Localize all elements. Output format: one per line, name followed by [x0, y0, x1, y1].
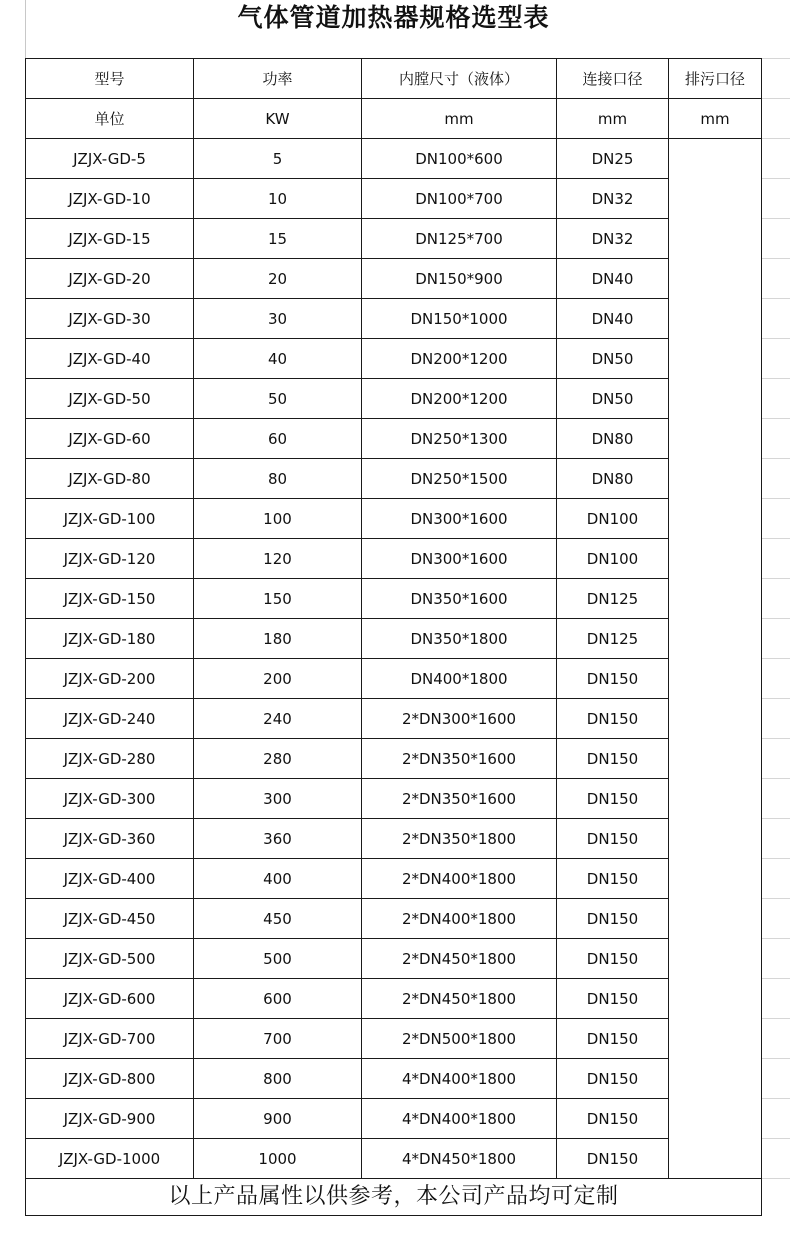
- spec-table-body: [26, 59, 762, 1216]
- header-cell-connection-diameter[interactable]: 连接口径: [557, 59, 669, 99]
- gridline: [761, 858, 790, 859]
- connection-diameter-cell[interactable]: DN150: [557, 699, 669, 739]
- connection-diameter-cell[interactable]: DN150: [557, 819, 669, 859]
- table-row: [26, 979, 762, 1019]
- connection-diameter-cell[interactable]: DN32: [557, 219, 669, 259]
- connection-diameter-cell[interactable]: DN150: [557, 939, 669, 979]
- power-cell[interactable]: 300: [194, 779, 362, 819]
- table-row: [26, 339, 762, 379]
- table-row: [26, 819, 762, 859]
- model-cell[interactable]: JZJX-GD-40: [26, 339, 194, 379]
- power-cell[interactable]: 80: [194, 459, 362, 499]
- connection-diameter-cell[interactable]: DN150: [557, 659, 669, 699]
- table-row: [26, 259, 762, 299]
- chamber-size-cell[interactable]: 2*DN350*1800: [362, 819, 557, 859]
- gridline: [761, 458, 790, 459]
- chamber-size-cell[interactable]: 2*DN350*1600: [362, 779, 557, 819]
- gridline: [761, 1058, 790, 1059]
- gridline: [761, 218, 790, 219]
- spreadsheet-gridlines: [761, 58, 790, 1220]
- chamber-size-cell[interactable]: 2*DN450*1800: [362, 939, 557, 979]
- model-cell[interactable]: JZJX-GD-5: [26, 139, 194, 179]
- connection-diameter-cell[interactable]: DN150: [557, 1099, 669, 1139]
- table-row: [26, 899, 762, 939]
- table-row: [26, 299, 762, 339]
- power-cell[interactable]: 10: [194, 179, 362, 219]
- table-row: [26, 499, 762, 539]
- gridline: [761, 298, 790, 299]
- gridline: [761, 1178, 790, 1179]
- power-cell[interactable]: 60: [194, 419, 362, 459]
- connection-diameter-cell[interactable]: DN150: [557, 739, 669, 779]
- connection-diameter-cell[interactable]: DN150: [557, 859, 669, 899]
- chamber-size-cell[interactable]: DN125*700: [362, 219, 557, 259]
- chamber-size-cell[interactable]: 4*DN400*1800: [362, 1099, 557, 1139]
- footer-note[interactable]: 以上产品属性以供参考，本公司产品均可定制: [26, 1179, 762, 1216]
- power-cell[interactable]: 450: [194, 899, 362, 939]
- table-row: [26, 459, 762, 499]
- unit-cell-chamber-size[interactable]: mm: [362, 99, 557, 139]
- chamber-size-cell[interactable]: 2*DN400*1800: [362, 899, 557, 939]
- header-cell-power[interactable]: 功率: [194, 59, 362, 99]
- unit-cell-power[interactable]: KW: [194, 99, 362, 139]
- model-cell[interactable]: JZJX-GD-600: [26, 979, 194, 1019]
- gridline: [761, 1138, 790, 1139]
- unit-cell-connection-diameter[interactable]: mm: [557, 99, 669, 139]
- gridline: [761, 498, 790, 499]
- chamber-size-cell[interactable]: DN150*900: [362, 259, 557, 299]
- gridline: [761, 258, 790, 259]
- connection-diameter-cell[interactable]: DN32: [557, 179, 669, 219]
- model-cell[interactable]: JZJX-GD-15: [26, 219, 194, 259]
- model-cell[interactable]: JZJX-GD-20: [26, 259, 194, 299]
- connection-diameter-cell[interactable]: DN40: [557, 259, 669, 299]
- gridline: [761, 378, 790, 379]
- model-cell[interactable]: JZJX-GD-900: [26, 1099, 194, 1139]
- connection-diameter-cell[interactable]: DN100: [557, 499, 669, 539]
- table-row: [26, 659, 762, 699]
- gridline: [761, 698, 790, 699]
- drain-diameter-merged-cell[interactable]: [669, 139, 762, 1179]
- chamber-size-cell[interactable]: DN100*700: [362, 179, 557, 219]
- table-row: [26, 1099, 762, 1139]
- footer-row: [26, 1179, 762, 1216]
- gridline: [761, 538, 790, 539]
- gridline: [761, 578, 790, 579]
- header-cell-drain-diameter[interactable]: 排污口径: [669, 59, 762, 99]
- table-row: [26, 219, 762, 259]
- chamber-size-cell[interactable]: DN300*1600: [362, 539, 557, 579]
- model-cell[interactable]: JZJX-GD-150: [26, 579, 194, 619]
- gridline: [761, 778, 790, 779]
- table-row: [26, 939, 762, 979]
- model-cell[interactable]: JZJX-GD-120: [26, 539, 194, 579]
- connection-diameter-cell[interactable]: DN150: [557, 899, 669, 939]
- gridline: [761, 98, 790, 99]
- page-title: 气体管道加热器规格选型表: [237, 3, 550, 32]
- connection-diameter-cell[interactable]: DN125: [557, 579, 669, 619]
- power-cell[interactable]: 280: [194, 739, 362, 779]
- power-cell[interactable]: 400: [194, 859, 362, 899]
- connection-diameter-cell[interactable]: DN40: [557, 299, 669, 339]
- table-row: [26, 539, 762, 579]
- chamber-size-cell[interactable]: DN350*1600: [362, 579, 557, 619]
- connection-diameter-cell[interactable]: DN125: [557, 619, 669, 659]
- gridline: [761, 898, 790, 899]
- table-row: [26, 1019, 762, 1059]
- connection-diameter-cell[interactable]: DN50: [557, 379, 669, 419]
- table-row: [26, 179, 762, 219]
- gridline: [761, 338, 790, 339]
- power-cell[interactable]: 5: [194, 139, 362, 179]
- power-cell[interactable]: 120: [194, 539, 362, 579]
- model-cell[interactable]: JZJX-GD-80: [26, 459, 194, 499]
- power-cell[interactable]: 240: [194, 699, 362, 739]
- table-row: [26, 579, 762, 619]
- chamber-size-cell[interactable]: DN200*1200: [362, 339, 557, 379]
- unit-row: [26, 99, 762, 139]
- connection-diameter-cell[interactable]: DN25: [557, 139, 669, 179]
- model-cell[interactable]: JZJX-GD-450: [26, 899, 194, 939]
- power-cell[interactable]: 100: [194, 499, 362, 539]
- power-cell[interactable]: 50: [194, 379, 362, 419]
- header-cell-model[interactable]: 型号: [26, 59, 194, 99]
- header-row: [26, 59, 762, 99]
- unit-cell-drain-diameter[interactable]: mm: [669, 99, 762, 139]
- chamber-size-cell[interactable]: 2*DN450*1800: [362, 979, 557, 1019]
- model-cell[interactable]: JZJX-GD-400: [26, 859, 194, 899]
- chamber-size-cell[interactable]: DN200*1200: [362, 379, 557, 419]
- chamber-size-cell[interactable]: DN300*1600: [362, 499, 557, 539]
- power-cell[interactable]: 900: [194, 1099, 362, 1139]
- chamber-size-cell[interactable]: 2*DN350*1600: [362, 739, 557, 779]
- power-cell[interactable]: 360: [194, 819, 362, 859]
- power-cell[interactable]: 180: [194, 619, 362, 659]
- power-cell[interactable]: 1000: [194, 1139, 362, 1179]
- chamber-size-cell[interactable]: DN350*1800: [362, 619, 557, 659]
- connection-diameter-cell[interactable]: DN150: [557, 1059, 669, 1099]
- model-cell[interactable]: JZJX-GD-30: [26, 299, 194, 339]
- table-row: [26, 1139, 762, 1179]
- connection-diameter-cell[interactable]: DN50: [557, 339, 669, 379]
- connection-diameter-cell[interactable]: DN150: [557, 779, 669, 819]
- model-cell[interactable]: JZJX-GD-240: [26, 699, 194, 739]
- unit-cell-label[interactable]: 单位: [26, 99, 194, 139]
- model-cell[interactable]: JZJX-GD-1000: [26, 1139, 194, 1179]
- connection-diameter-cell[interactable]: DN80: [557, 459, 669, 499]
- power-cell[interactable]: 150: [194, 579, 362, 619]
- gridline: [761, 418, 790, 419]
- model-cell[interactable]: JZJX-GD-50: [26, 379, 194, 419]
- gridline: [761, 138, 790, 139]
- chamber-size-cell[interactable]: DN400*1800: [362, 659, 557, 699]
- table-row: [26, 699, 762, 739]
- gridline: [761, 58, 790, 59]
- model-cell[interactable]: JZJX-GD-500: [26, 939, 194, 979]
- gridline: [761, 938, 790, 939]
- model-cell[interactable]: JZJX-GD-800: [26, 1059, 194, 1099]
- power-cell[interactable]: 500: [194, 939, 362, 979]
- chamber-size-cell[interactable]: 4*DN450*1800: [362, 1139, 557, 1179]
- gridline: [761, 618, 790, 619]
- connection-diameter-cell[interactable]: DN80: [557, 419, 669, 459]
- table-row: [26, 379, 762, 419]
- power-cell[interactable]: 200: [194, 659, 362, 699]
- power-cell[interactable]: 20: [194, 259, 362, 299]
- gridline: [761, 658, 790, 659]
- gridline: [761, 818, 790, 819]
- gridline: [761, 738, 790, 739]
- model-cell[interactable]: JZJX-GD-280: [26, 739, 194, 779]
- connection-diameter-cell[interactable]: DN150: [557, 1019, 669, 1059]
- gridline: [761, 1018, 790, 1019]
- power-cell[interactable]: 700: [194, 1019, 362, 1059]
- header-cell-chamber-size[interactable]: 内膛尺寸（液体）: [362, 59, 557, 99]
- model-cell[interactable]: JZJX-GD-360: [26, 819, 194, 859]
- chamber-size-cell[interactable]: 4*DN400*1800: [362, 1059, 557, 1099]
- table-row: [26, 419, 762, 459]
- model-cell[interactable]: JZJX-GD-10: [26, 179, 194, 219]
- chamber-size-cell[interactable]: DN100*600: [362, 139, 557, 179]
- gridline: [761, 1098, 790, 1099]
- connection-diameter-cell[interactable]: DN100: [557, 539, 669, 579]
- chamber-size-cell[interactable]: 2*DN300*1600: [362, 699, 557, 739]
- model-cell[interactable]: JZJX-GD-700: [26, 1019, 194, 1059]
- chamber-size-cell[interactable]: DN250*1300: [362, 419, 557, 459]
- model-cell[interactable]: JZJX-GD-100: [26, 499, 194, 539]
- power-cell[interactable]: 30: [194, 299, 362, 339]
- connection-diameter-cell[interactable]: DN150: [557, 979, 669, 1019]
- chamber-size-cell[interactable]: 2*DN500*1800: [362, 1019, 557, 1059]
- table-row: [26, 859, 762, 899]
- model-cell[interactable]: JZJX-GD-300: [26, 779, 194, 819]
- connection-diameter-cell[interactable]: DN150: [557, 1139, 669, 1179]
- spec-table: [25, 58, 762, 1216]
- model-cell[interactable]: JZJX-GD-60: [26, 419, 194, 459]
- model-cell[interactable]: JZJX-GD-180: [26, 619, 194, 659]
- gridline: [761, 978, 790, 979]
- table-row: [26, 779, 762, 819]
- power-cell[interactable]: 800: [194, 1059, 362, 1099]
- gridline: [761, 178, 790, 179]
- table-row: [26, 139, 762, 179]
- chamber-size-cell[interactable]: DN250*1500: [362, 459, 557, 499]
- power-cell[interactable]: 15: [194, 219, 362, 259]
- power-cell[interactable]: 600: [194, 979, 362, 1019]
- table-row: [26, 1059, 762, 1099]
- model-cell[interactable]: JZJX-GD-200: [26, 659, 194, 699]
- chamber-size-cell[interactable]: 2*DN400*1800: [362, 859, 557, 899]
- power-cell[interactable]: 40: [194, 339, 362, 379]
- table-row: [26, 619, 762, 659]
- table-row: [26, 739, 762, 779]
- chamber-size-cell[interactable]: DN150*1000: [362, 299, 557, 339]
